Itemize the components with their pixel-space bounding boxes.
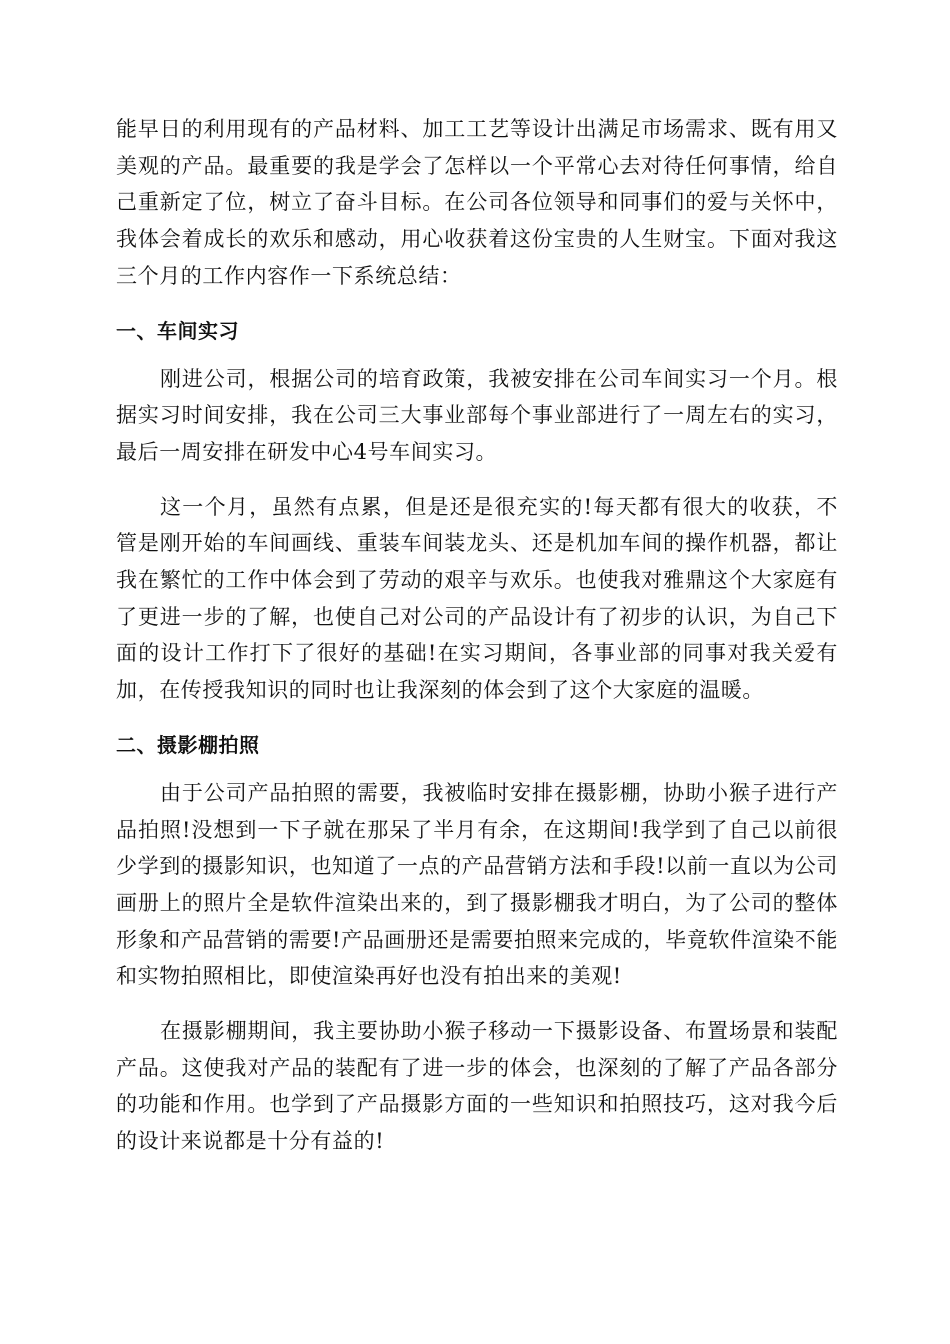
- body-paragraph: 在摄影棚期间，我主要协助小猴子移动一下摄影设备、布置场景和装配产品。这使我对产品的装配有了进一步的体会，也深刻的了解了产品各部分的功能和作用。也学到了产品摄影方面的一些知识和拍照技巧，这对我今后的设计来说都是十分有益的!: [116, 1019, 838, 1154]
- body-paragraph: 由于公司产品拍照的需要，我被临时安排在摄影棚，协助小猴子进行产品拍照!没想到一下子就在那呆了半月有余，在这期间!我学到了自己以前很少学到的摄影知识，也知道了一点的产品营销方法和手段!以前一直以为公司画册上的照片全是软件渲染出来的，到了摄影棚我才明白，为了公司的整体形象和产品营销的需要!产品画册还是需要拍照来完成的，毕竟软件渲染不能和实物拍照相比，即使渲染再好也没有拍出来的美观!: [116, 780, 838, 989]
- intro-paragraph: 能早日的利用现有的产品材料、加工工艺等设计出满足市场需求、既有用又美观的产品。最重要的我是学会了怎样以一个平常心去对待任何事情，给自己重新定了位，树立了奋斗目标。在公司各位领导和同事们的爱与关怀中，我体会着成长的欢乐和感动，用心收获着这份宝贵的人生财宝。下面对我这三个月的工作内容作一下系统总结：: [116, 117, 838, 288]
- body-paragraph: 刚进公司，根据公司的培育政策，我被安排在公司车间实习一个月。根据实习时间安排，我在公司三大事业部每个事业部进行了一周左右的实习，最后一周安排在研发中心4号车间实习。: [116, 366, 838, 464]
- body-paragraph: 这一个月，虽然有点累，但是还是很充实的!每天都有很大的收获，不管是刚开始的车间画线、重装车间装龙头、还是机加车间的操作机器，都让我在繁忙的工作中体会到了劳动的艰辛与欢乐。也使我对雅鼎这个大家庭有了更进一步的了解，也使自己对公司的产品设计有了初步的认识，为自己下面的设计工作打下了很好的基础!在实习期间，各事业部的同事对我关爱有加，在传授我知识的同时也让我深刻的体会到了这个大家庭的温暖。: [116, 494, 838, 703]
- section-workshop-internship: [116, 313, 838, 709]
- section-photo-studio: [116, 727, 838, 1160]
- section-heading: 二、摄影棚拍照: [116, 732, 260, 757]
- document-page: [116, 111, 838, 1178]
- section-heading: 一、车间实习: [116, 318, 239, 343]
